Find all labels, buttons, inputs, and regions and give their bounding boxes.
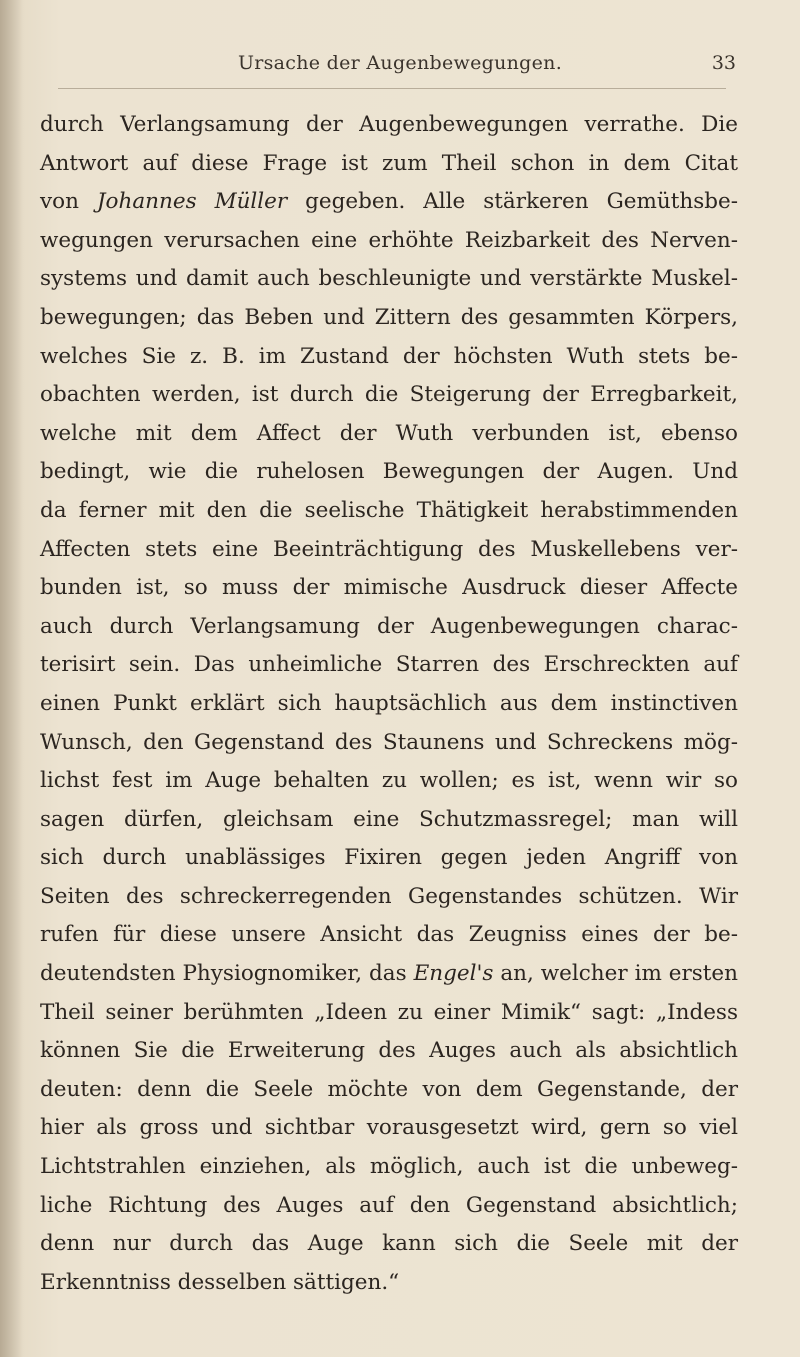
text-line: wegungen verursachen eine erhöhte Reizbarkeit des Nerven- <box>40 227 738 253</box>
text-line: welche mit dem Affect der Wuth verbunden ist, ebenso <box>40 420 738 446</box>
header-rule <box>58 88 726 89</box>
text-line: hier als gross und sichtbar vorausgesetzt wird, gern so viel <box>40 1115 738 1141</box>
text-line: von Johannes Müller gegeben. Alle stärkeren Gemüthsbe- <box>40 189 738 215</box>
text-line: können Sie die Erweiterung des Auges auch als absichtlich <box>40 1038 738 1064</box>
text-line: deuten: denn die Seele möchte von dem Gegenstande, der <box>40 1076 738 1102</box>
text-line: Antwort auf diese Frage ist zum Theil schon in dem Citat <box>40 150 738 176</box>
text-line: bewegungen; das Beben und Zittern des gesammten Körpers, <box>40 304 738 330</box>
running-head-title: Ursache der Augenbewegungen. <box>237 52 563 74</box>
running-head <box>60 52 740 82</box>
page-number: 33 <box>711 52 736 74</box>
text-line: lichst fest im Auge behalten zu wollen; es ist, wenn wir so <box>40 768 738 794</box>
text-line: liche Richtung des Auges auf den Gegenstand absichtlich; <box>40 1192 738 1218</box>
text-line: Wunsch, den Gegenstand des Staunens und Schreckens mög- <box>40 729 738 755</box>
text-line: sich durch unablässiges Fixiren gegen jeden Angriff von <box>40 845 738 871</box>
text-line: Lichtstrahlen einziehen, als möglich, auch ist die unbeweg- <box>40 1154 738 1180</box>
text-line: rufen für diese unsere Ansicht das Zeugniss eines der be- <box>40 922 738 948</box>
text-line: systems und damit auch beschleunigte und verstärkte Muskel- <box>40 266 738 292</box>
text-line: terisirt sein. Das unheimliche Starren des Erschreckten auf <box>40 652 738 678</box>
text-line: bedingt, wie die ruhelosen Bewegungen der Augen. Und <box>40 459 738 485</box>
text-line: durch Verlangsamung der Augenbewegungen verrathe. Die <box>40 112 738 137</box>
text-line: sagen dürfen, gleichsam eine Schutzmassregel; man will <box>40 806 738 832</box>
text-line: welches Sie z. B. im Zustand der höchsten Wuth stets be- <box>40 343 738 369</box>
text-line: bunden ist, so muss der mimische Ausdruck dieser Affecte <box>40 575 738 601</box>
text-line: obachten werden, ist durch die Steigerung der Erregbarkeit, <box>40 382 738 408</box>
text-line: da ferner mit den die seelische Thätigkeit herabstimmenden <box>40 497 738 523</box>
text-line: Seiten des schreckerregenden Gegenstandes schützen. Wir <box>40 883 738 909</box>
text-line: Affecten stets eine Beeinträchtigung des Muskellebens ver- <box>40 536 738 562</box>
author-name-mueller: Johannes Müller <box>96 189 288 215</box>
author-name-engel: Engel's <box>413 961 494 987</box>
text-line: auch durch Verlangsamung der Augenbewegungen charac- <box>40 613 738 639</box>
binding-shadow <box>0 0 24 1357</box>
text-line: Erkenntniss desselben sättigen.“ <box>40 1269 400 1295</box>
text-line: deutendsten Physiognomiker, das Engel's an, welcher im ersten <box>40 961 738 987</box>
text-line: denn nur durch das Auge kann sich die Seele mit der <box>40 1231 738 1257</box>
body-text <box>40 106 738 1302</box>
text-line: einen Punkt erklärt sich hauptsächlich aus dem instinctiven <box>40 690 738 716</box>
text-line: Theil seiner berühmten „Ideen zu einer Mimik“ sagt: „Indess <box>40 999 738 1025</box>
